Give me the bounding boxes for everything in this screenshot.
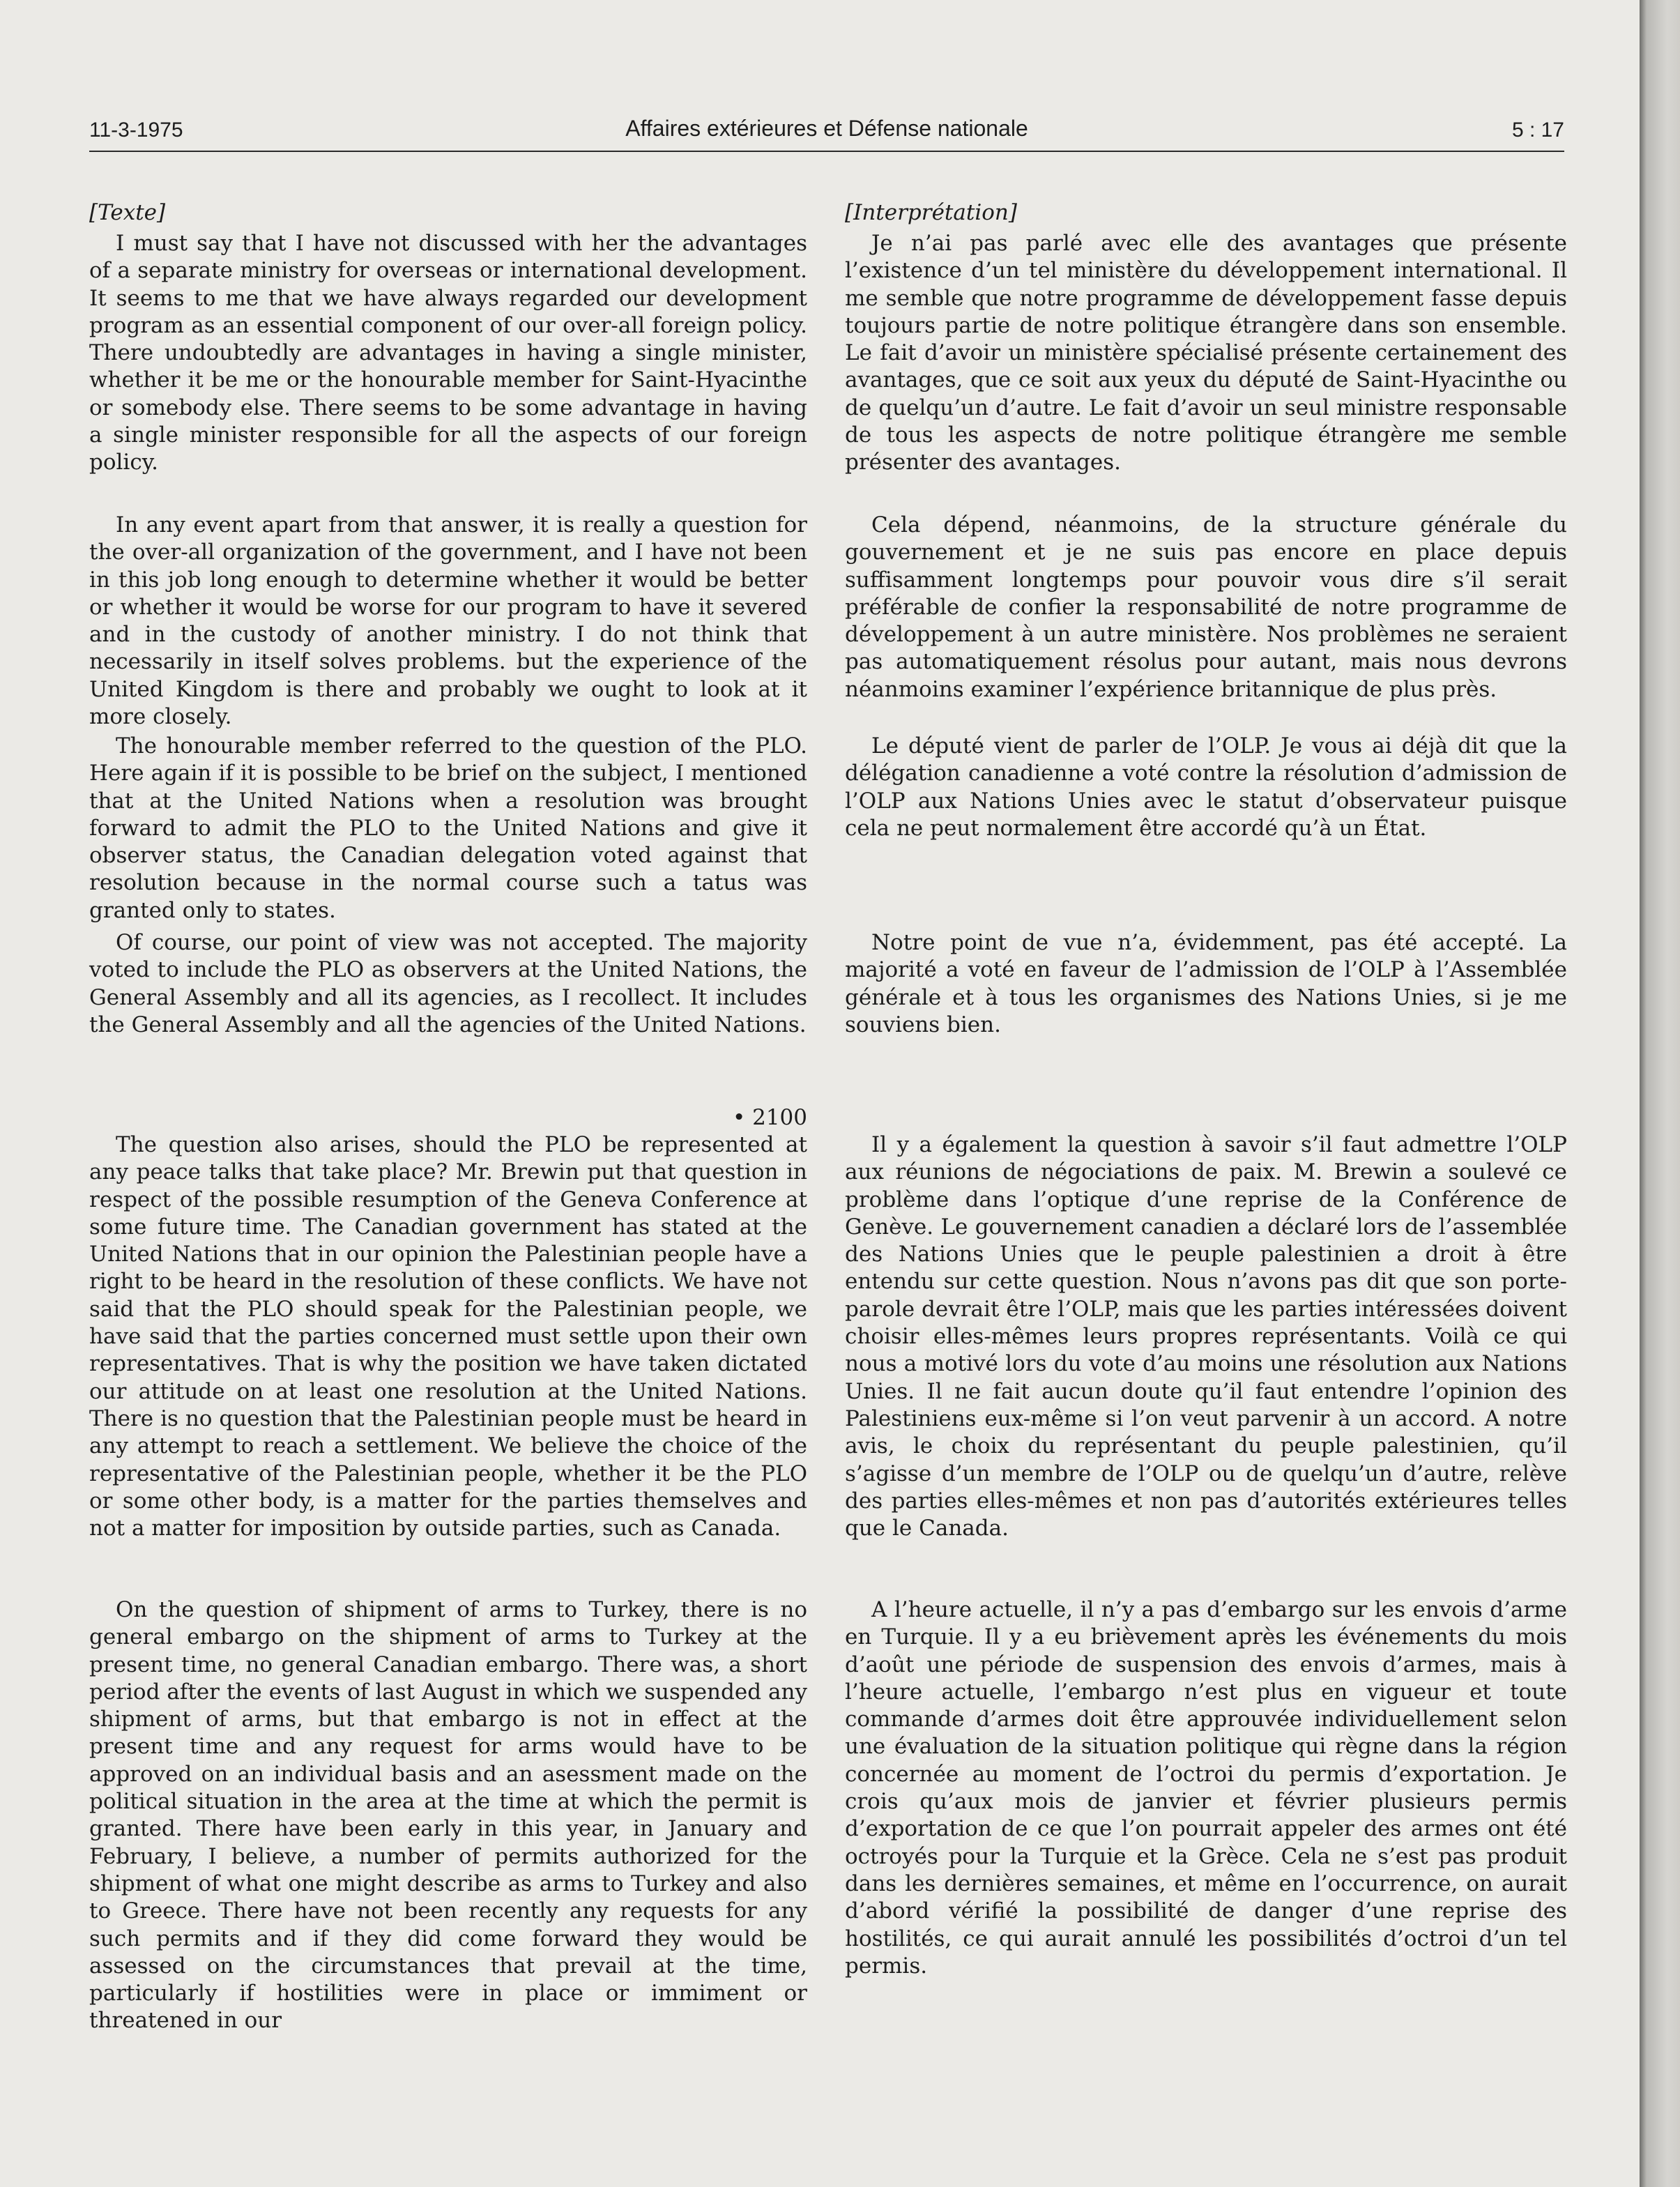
right-paragraph-6: A l’heure actuelle, il n’y a pas d’embargo sur les envois d’arme en Turquie. Il y a eu brièvement après les événements du mois d’août une période de suspension des envois d’armes, mais à l’heure actuelle, l’embargo n’est plus en vigueur et toute commande d’armes doit être approuvée individuellement selon une évaluation de la situation politique qui règne dans la région concernée au moment de l’octroi du permis d’exportation. Je crois qu’aux mois de janvier et février plusieurs permis d’exportation de ce que l’on pourrait appeler des armes ont été octroyés pour la Turquie et la Grèce. Cela ne s’est pas produit dans les dernières semaines, et même en l’occurrence, on aurait d’abord vérifié la possibilité de danger d’une reprise des hostilités, ce qui aurait annulé les possibilités d’octroi d’un tel permis. bbox=[845, 1597, 1567, 1979]
right-paragraph-5: Il y a également la question à savoir s’il faut admettre l’OLP aux réunions de négociations de paix. M. Brewin a soulevé ce problème dans l’optique d’une reprise de la Conférence de Genève. Le gouvernement canadien a déclaré lors de l’assemblée des Nations Unies que le peuple palestinien a droit à être entendu sur cette question. Nous n’avons pas dit que son porte-parole devrait être l’OLP, mais que les parties intéressées doivent choisir elles-mêmes leurs propres représentants. Voilà ce qui nous a motivé lors du vote d’au moins une résolution aux Nations Unies. Il ne fait aucun doute qu’il faut entendre l’opinion des Palestiniens eux-même si l’on veut parvenir à un accord. A notre avis, le choix du représentant du peuple palestinien, qu’il s’agisse d’un membre de l’OLP ou de quelqu’un d’autre, relève des parties elles-mêmes et non pas d’autorités extérieures telles que le Canada. bbox=[845, 1132, 1567, 1541]
left-paragraph-3: The honourable member referred to the question of the PLO. Here again if it is possible to be brief on the subject, I mentioned that at the United Nations when a resolution was brought forward to admit the PLO to the United Nations and give it observer status, the Canadian delegation voted against that resolution because in the normal course such a tatus was granted only to states. bbox=[89, 733, 807, 923]
left-paragraph-2: In any event apart from that answer, it is really a question for the over-all organization of the government, and I have not been in this job long enough to determine whether it would be better or whether it would be worse for our program to have it severed and in the custody of another ministry. I do not think that necessarily in itself solves problems. but the experience of the United Kingdom is there and probably we ought to look at it more closely. bbox=[89, 512, 807, 730]
left-paragraph-6: On the question of shipment of arms to Turkey, there is no general embargo on the shipment of arms to Turkey at the present time, no general Canadian embargo. There was, a short period after the events of last August in which we suspended any shipment of arms, but that embargo is not in effect at the present time and any request for arms would have to be approved on an individual basis and an asessment made on the political situation in the area at the time at which the permit is granted. There have been early in this year, in January and February, I believe, a number of permits authorized for the shipment of what one might describe as arms to Turkey and also to Greece. There have not been recently any requests for any such permits and if they did come forward they would be assessed on the circumstances that prevail at the time, particularly if hostilities were in place or immiment or threatened in our bbox=[89, 1597, 807, 2034]
right-paragraph-4: Notre point de vue n’a, évidemment, pas été accepté. La majorité a voté en faveur de l’admission de l’OLP à l’Assemblée générale et à tous les organismes des Nations Unies, si je me souviens bien. bbox=[845, 930, 1567, 1037]
right-section-label: [Interprétation] bbox=[845, 200, 1017, 225]
right-paragraph-2: Cela dépend, néanmoins, de la structure générale du gouvernement et je ne suis pas encore en place depuis suffisamment longtemps pour pouvoir vous dire s’il serait préférable de confier la responsabilité de notre programme de développement à un autre ministère. Nos problèmes ne seraient pas automatiquement résolus pour autant, mais nous devrons néanmoins examiner l’expérience britannique de plus près. bbox=[845, 512, 1567, 702]
right-paragraph-3: Le député vient de parler de l’OLP. Je vous ai déjà dit que la délégation canadienne a voté contre la résolution d’admission de l’OLP aux Nations Unies avec le statut d’observateur puisque cela ne peut normalement être accordé qu’à un État. bbox=[845, 733, 1567, 841]
left-section-label: [Texte] bbox=[89, 200, 166, 225]
header-page-number: 5 : 17 bbox=[1511, 119, 1564, 142]
running-header bbox=[89, 116, 1564, 152]
time-marker: • 2100 bbox=[732, 1105, 807, 1130]
left-paragraph-1: I must say that I have not discussed with her the advantages of a separate ministry for overseas or international development. It seems to me that we have always regarded our development program as an essential component of our over-all foreign policy. There undoubtedly are advantages in having a single minister, whether it be me or the honourable member for Saint-Hyacinthe or somebody else. There seems to be some advantage in having a single minister responsible for all the aspects of our foreign policy. bbox=[89, 231, 807, 475]
right-paragraph-1: Je n’ai pas parlé avec elle des avantages que présente l’existence d’un tel ministère du développement international. Il me semble que notre programme de développement fasse depuis toujours partie de notre politique étrangère dans son ensemble. Le fait d’avoir un ministère spécialisé présente certainement des avantages, que ce soit aux yeux du député de Saint-Hyacinthe ou de quelqu’un d’autre. Le fait d’avoir un seul ministre responsable de tous les aspects de notre politique étrangère me semble présenter des avantages. bbox=[845, 231, 1567, 475]
header-title: Affaires extérieures et Défense nationale bbox=[625, 116, 1028, 141]
left-paragraph-5: The question also arises, should the PLO be represented at any peace talks that take place? Mr. Brewin put that question in respect of the possible resumption of the Geneva Conference at some future time. The Canadian government has stated at the United Nations that in our opinion the Palestinian people have a right to be heard in the resolution of these conflicts. We have not said that the PLO should speak for the Palestinian people, we have said that the parties concerned must settle upon their own representatives. That is why the position we have taken dictated our attitude on at least one resolution at the United Nations. There is no question that the Palestinian people must be heard in any attempt to reach a settlement. We believe the choice of the representative of the Palestinian people, whether it be the PLO or some other body, is a matter for the parties themselves and not a matter for imposition by outside parties, such as Canada. bbox=[89, 1132, 807, 1541]
left-paragraph-4: Of course, our point of view was not accepted. The majority voted to include the PLO as observers at the United Nations, the General Assembly and all its agencies, as I recollect. It includes the General Assembly and all the agencies of the United Nations. bbox=[89, 930, 807, 1037]
header-date: 11-3-1975 bbox=[89, 119, 183, 142]
page-edge bbox=[1640, 0, 1680, 2187]
